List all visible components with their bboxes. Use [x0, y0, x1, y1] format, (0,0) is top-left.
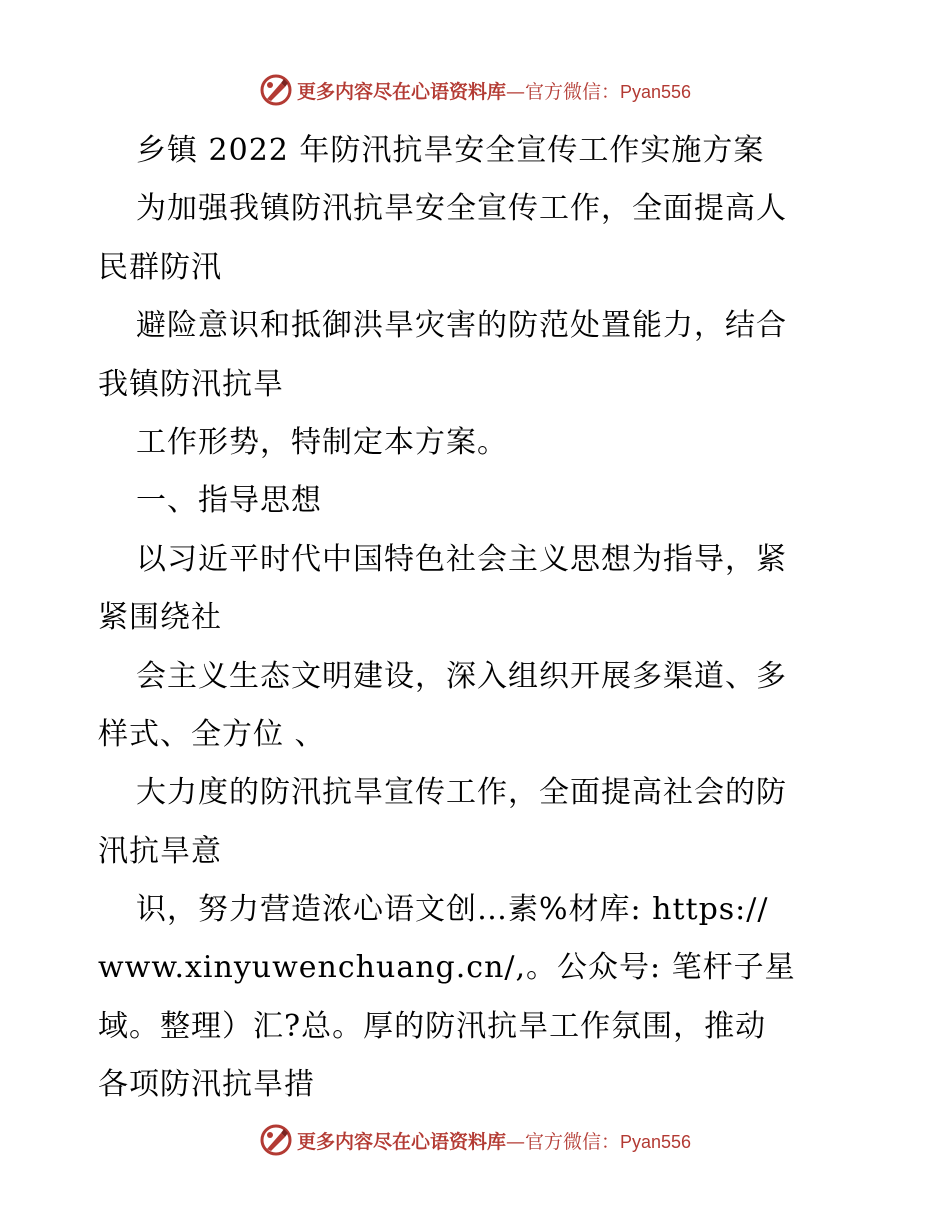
paragraph-line: 紧围绕社 [98, 600, 222, 636]
header-banner-id: Pyan556 [619, 81, 692, 102]
document-title: 乡镇 2022 年防汛抗旱安全宣传工作实施方案 [136, 133, 765, 168]
paragraph-line: 识，努力营造浓心语文创…素%材库: https:// [136, 892, 769, 928]
paragraph-line: 民群防汛 [98, 249, 222, 285]
paragraph-line: 避险意识和抵御洪旱灾害的防范处置能力，结合 [136, 308, 787, 344]
pen-seal-icon [259, 73, 293, 107]
document-body [98, 122, 858, 1115]
paragraph-line: 工作形势，特制定本方案。 [136, 424, 508, 460]
header-banner-brand: 更多内容尽在心语资料库 [296, 80, 506, 103]
paragraph-line: 样式、全方位 、 [98, 716, 326, 752]
header-banner-contact: 官方微信： [524, 80, 620, 103]
pen-seal-icon [259, 1123, 293, 1157]
footer-banner-id: Pyan556 [619, 1131, 692, 1152]
paragraph-line: 域。整理）汇?总。厚的防汛抗旱工作氛围，推动 [98, 1008, 767, 1044]
paragraph-line: 以习近平时代中国特色社会主义思想为指导，紧 [136, 541, 787, 577]
section-heading: 一、指导思想 [136, 483, 322, 519]
paragraph-line: 大力度的防汛抗旱宣传工作，全面提高社会的防 [136, 775, 787, 811]
footer-banner-contact: 官方微信： [524, 1130, 620, 1153]
paragraph-line: www.xinyuwenchuang.cn/,。公众号: 笔杆子星 [98, 950, 796, 986]
paragraph-line: 会主义生态文明建设，深入组织开展多渠道、多 [136, 658, 787, 694]
header-banner [0, 70, 950, 110]
paragraph-line: 各项防汛抗旱措 [98, 1067, 315, 1103]
footer-banner [0, 1120, 950, 1160]
footer-banner-brand: 更多内容尽在心语资料库 [296, 1130, 506, 1153]
footer-banner-text [297, 1127, 691, 1154]
paragraph-line: 我镇防汛抗旱 [98, 366, 284, 402]
header-banner-separator: — [505, 80, 525, 103]
paragraph-line: 为加强我镇防汛抗旱安全宣传工作，全面提高人 [136, 191, 787, 227]
paragraph-line: 汛抗旱意 [98, 833, 222, 869]
footer-banner-separator: — [505, 1130, 525, 1153]
header-banner-text [297, 77, 691, 104]
